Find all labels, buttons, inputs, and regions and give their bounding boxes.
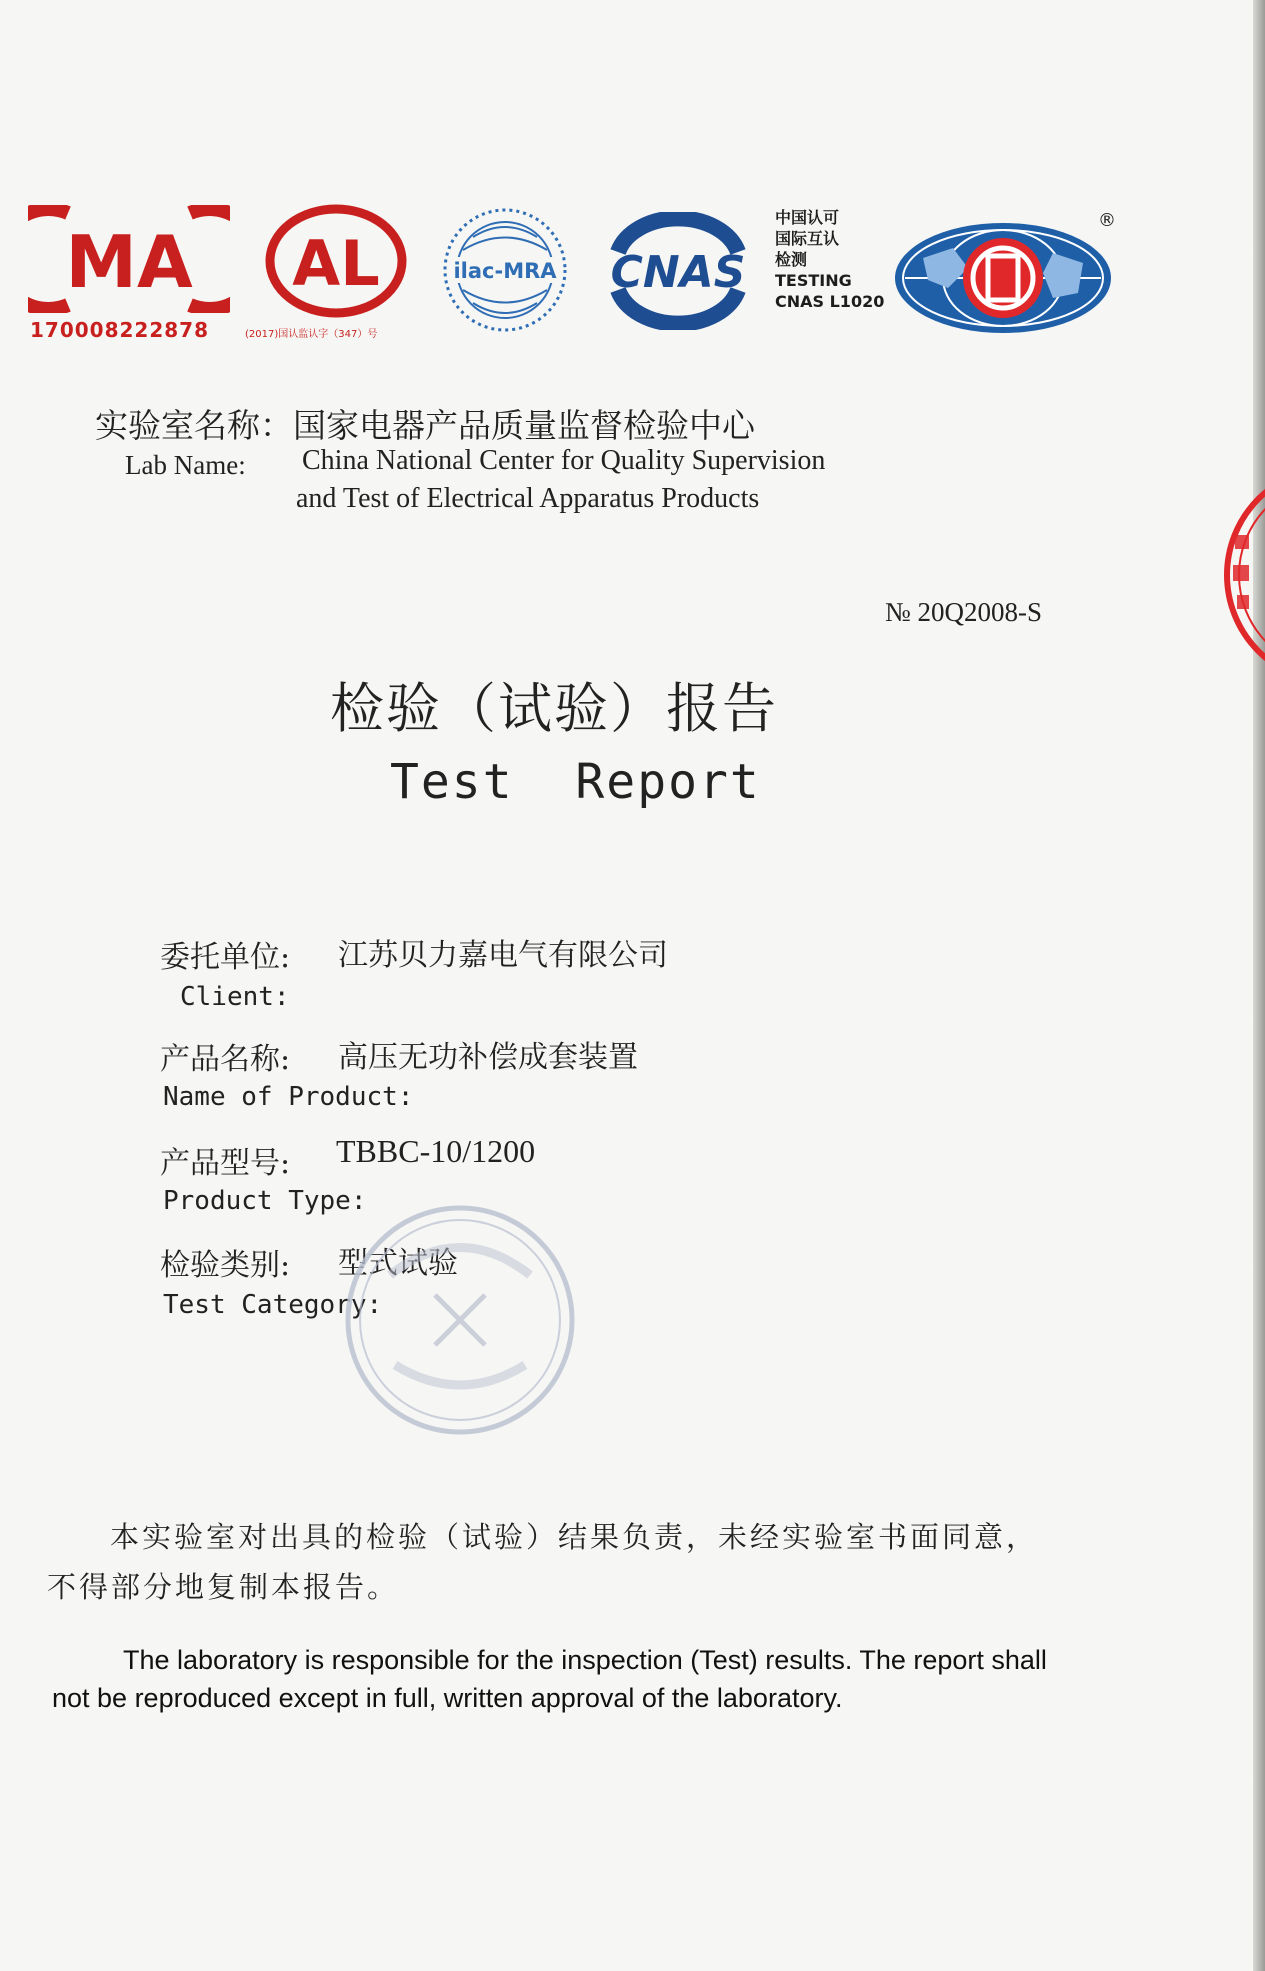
ilac-mra-logo	[438, 205, 572, 335]
cma-logo	[28, 205, 230, 313]
cal-logo	[262, 203, 410, 321]
product-name-value: 高压无功补偿成套装置	[338, 1040, 638, 1075]
seal-stamp-icon	[335, 1195, 585, 1445]
client-label-en: Client:	[180, 982, 290, 1012]
cqc-logo	[893, 210, 1123, 336]
cma-certificate-number: 170008222878	[30, 318, 209, 342]
product-name-label-en: Name of Product:	[163, 1082, 414, 1112]
cnas-line-5: CNAS L1020	[775, 292, 885, 311]
cqc-globe-icon	[893, 218, 1123, 336]
red-stamp-fragment	[1215, 480, 1265, 670]
cnas-mark-icon	[598, 212, 758, 330]
page-edge	[1253, 0, 1265, 1971]
ilac-globe-icon	[438, 205, 572, 335]
cal-certificate-number: (2017)国认监认字（347）号	[245, 329, 378, 340]
cnas-line-2: 国际互认	[775, 229, 840, 248]
client-value: 江苏贝力嘉电气有限公司	[338, 938, 668, 973]
lab-name-cn: 实验室名称：国家电器产品质量监督检验中心	[95, 406, 755, 445]
report-title-en: Test Report	[390, 754, 761, 810]
test-category-label-en: Test Category:	[163, 1290, 383, 1320]
cnas-line-3: 检测	[775, 250, 808, 269]
cma-mark-icon	[28, 205, 230, 313]
product-name-label-cn: 产品名称:	[160, 1042, 291, 1077]
cnas-logo	[598, 212, 758, 330]
report-title-cn: 检验（试验）报告	[330, 677, 778, 740]
lab-name-en-line-2: and Test of Electrical Apparatus Products	[296, 483, 760, 514]
cal-mark-icon	[262, 203, 410, 321]
red-seal-icon	[1215, 480, 1265, 670]
notice-cn-line-1: 本实验室对出具的检验（试验）结果负责，未经实验室书面同意，	[110, 1520, 1039, 1554]
cnas-line-1: 中国认可	[775, 208, 840, 227]
notice-en-line-2: not be reproduced except in full, written approval of the laboratory.	[52, 1683, 843, 1713]
notice-cn-line-2: 不得部分地复制本报告。	[47, 1570, 400, 1604]
cnas-line-4: TESTING	[775, 271, 852, 290]
product-type-label-en: Product Type:	[163, 1186, 367, 1216]
test-category-label-cn: 检验类别:	[160, 1248, 291, 1283]
report-number: № 20Q2008-S	[885, 597, 1043, 627]
cma-text: MA	[65, 220, 193, 304]
registered-mark: ®	[1098, 210, 1116, 231]
cal-text: AL	[292, 227, 380, 300]
lab-name-en-line-1: China National Center for Quality Supervision	[302, 445, 826, 476]
cnas-text: CNAS	[610, 247, 746, 298]
test-category-value: 型式试验	[338, 1246, 458, 1281]
product-type-value: TBBC-10/1200	[336, 1133, 536, 1169]
faded-seal	[335, 1195, 585, 1445]
ilac-text: ilac-MRA	[453, 259, 557, 283]
product-type-label-cn: 产品型号:	[160, 1146, 291, 1181]
lab-name-en-label: Lab Name:	[125, 450, 246, 480]
cnas-side-text	[775, 207, 884, 312]
notice-en-line-1: The laboratory is responsible for the inspection (Test) results. The report shall	[123, 1645, 1047, 1675]
client-label-cn: 委托单位:	[160, 940, 291, 975]
